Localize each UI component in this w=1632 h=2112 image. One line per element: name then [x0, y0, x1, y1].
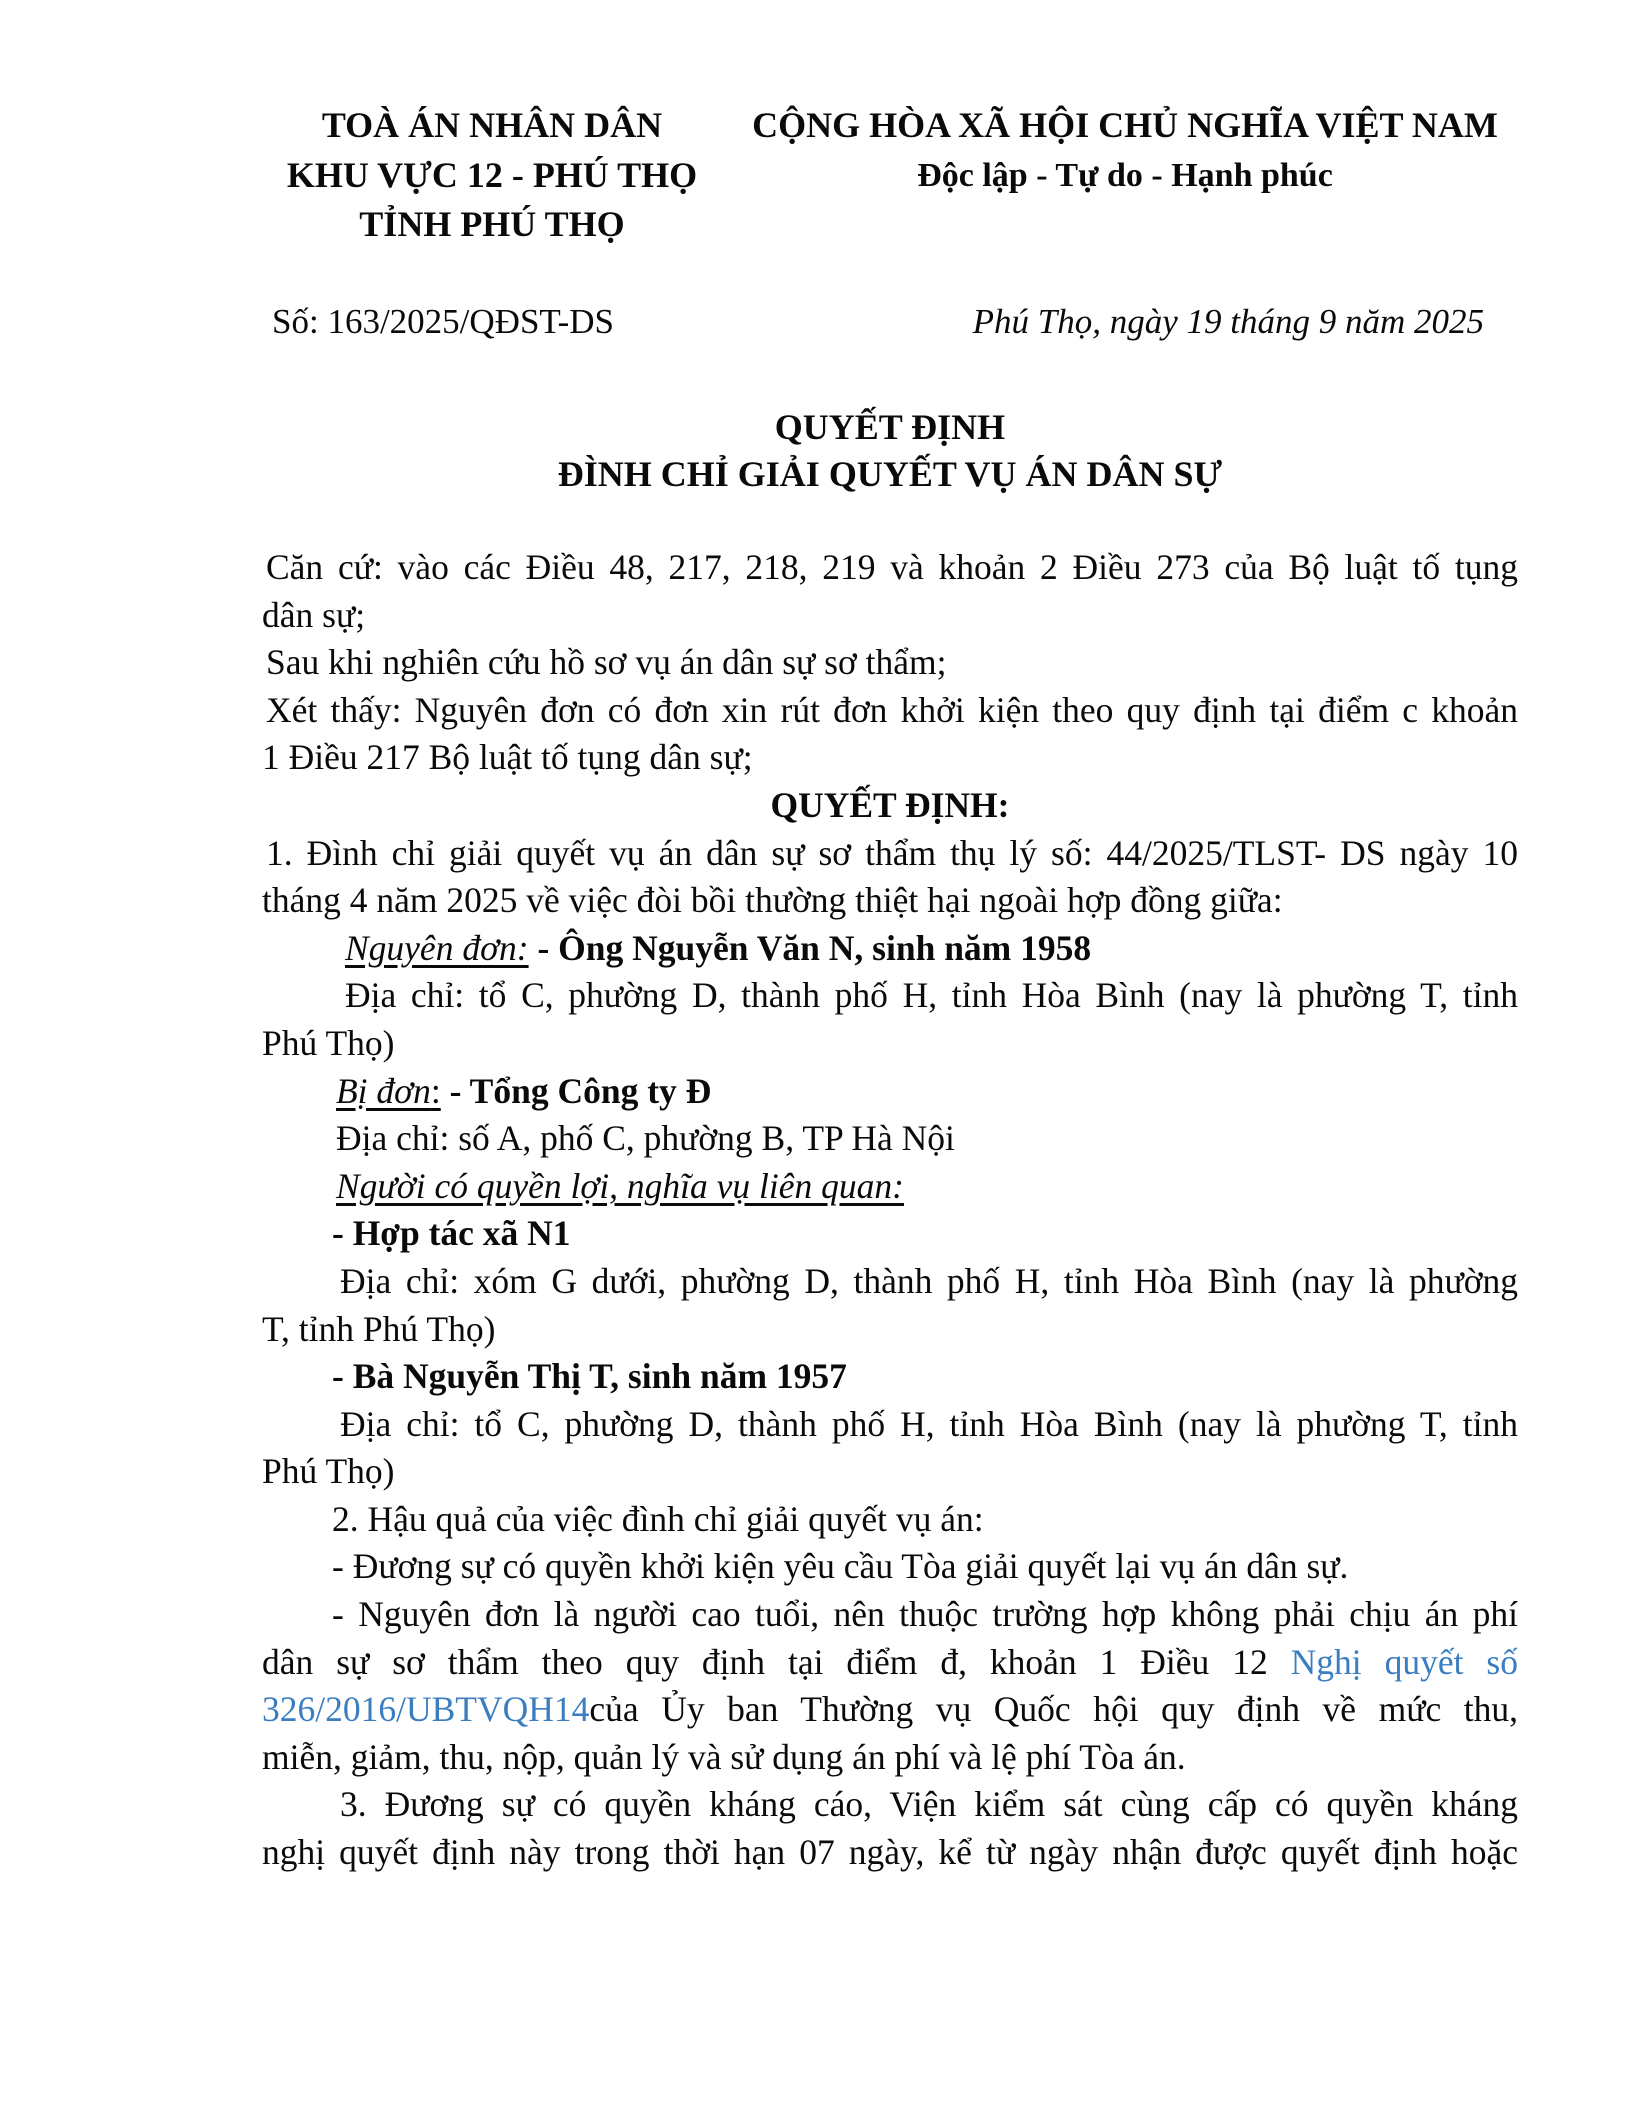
title-line-1: QUYẾT ĐỊNH: [774, 407, 1006, 447]
item-3-line-1: 3. Đương sự có quyền kháng cáo, Viện kiểm sát cùng cấp có quyền kháng: [340, 1784, 1518, 1825]
national-motto: Độc lập - Tự do - Hạnh phúc: [917, 156, 1333, 194]
related-parties-heading: [262, 1163, 1518, 1211]
defendant-address-line: Địa chỉ: số A, phố C, phường B, TP Hà Nội: [336, 1118, 955, 1159]
related-party-1-address-line-1: Địa chỉ: xóm G dưới, phường D, thành phố H, tỉnh Hòa Bình (nay là phường: [340, 1260, 1518, 1301]
item-2-point-b-line-1: - Nguyên đơn là người cao tuổi, nên thuộc trường hợp không phải chịu án phí: [332, 1594, 1518, 1635]
place-and-date: Phú Thọ, ngày 19 tháng 9 năm 2025: [972, 302, 1484, 341]
item-2-point-b-line-2: [262, 1639, 1518, 1687]
item-2-heading: 2. Hậu quả của việc đình chỉ giải quyết vụ án:: [332, 1498, 984, 1539]
plaintiff-label: Nguyên đơn:: [345, 927, 529, 968]
court-name-line-1: TOÀ ÁN NHÂN DÂN: [321, 105, 663, 145]
court-name-line-3: TỈNH PHÚ THỌ: [359, 204, 625, 244]
item-2-point-b-line-3: [262, 1686, 1518, 1734]
considering-line-2: 1 Điều 217 Bộ luật tố tụng dân sự;: [262, 737, 753, 778]
related-party-2-address-line-2: Phú Thọ): [262, 1451, 395, 1492]
related-parties-label: Người có quyền lợi, nghĩa vụ liên quan:: [336, 1165, 904, 1206]
court-name-line-2: KHU VỰC 12 - PHÚ THỌ: [286, 154, 698, 195]
related-party-2-name: - Bà Nguyễn Thị T, sinh năm 1957: [332, 1356, 847, 1397]
defendant-line: [262, 1068, 1518, 1116]
item-2-point-b-text-3: của Ủy ban Thường vụ Quốc hội quy định về mức thu,: [589, 1689, 1518, 1730]
decision-heading: QUYẾT ĐỊNH:: [770, 784, 1010, 825]
document-number: Số: 163/2025/QĐST-DS: [272, 302, 614, 341]
national-heading-block: [720, 101, 1530, 200]
item-1-line-1: 1. Đình chỉ giải quyết vụ án dân sự sơ thẩm thụ lý số: 44/2025/TLST- DS ngày 10: [266, 832, 1518, 873]
plaintiff-address-line-1: Địa chỉ: tổ C, phường D, thành phố H, tỉnh Hòa Bình (nay là phường T, tỉnh: [345, 975, 1518, 1016]
item-1-line-2: tháng 4 năm 2025 về việc đòi bồi thường thiệt hại ngoài hợp đồng giữa:: [262, 880, 1283, 921]
defendant-label-colon: :: [430, 1070, 441, 1111]
after-study-line: Sau khi nghiên cứu hồ sơ vụ án dân sự sơ thẩm;: [266, 642, 947, 683]
plaintiff-line: [262, 925, 1518, 973]
resolution-link-part-2[interactable]: 326/2016/UBTVQH14: [262, 1689, 590, 1730]
related-party-1-address-line-2: T, tỉnh Phú Thọ): [262, 1308, 496, 1349]
document-title: [262, 404, 1518, 498]
court-name-block: [262, 101, 722, 250]
considering-line-1: Xét thấy: Nguyên đơn có đơn xin rút đơn khởi kiện theo quy định tại điểm c khoản: [266, 689, 1518, 730]
plaintiff-address-line-2: Phú Thọ): [262, 1022, 395, 1063]
related-party-2-address-line-1: Địa chỉ: tổ C, phường D, thành phố H, tỉnh Hòa Bình (nay là phường T, tỉnh: [340, 1403, 1518, 1444]
defendant-name: - Tổng Công ty Đ: [440, 1070, 712, 1111]
title-line-2: ĐÌNH CHỈ GIẢI QUYẾT VỤ ÁN DÂN SỰ: [557, 454, 1223, 494]
basis-line-2: dân sự;: [262, 594, 366, 635]
basis-line-1: Căn cứ: vào các Điều 48, 217, 218, 219 và khoản 2 Điều 273 của Bộ luật tố tụng: [266, 547, 1518, 587]
related-party-1-name: - Hợp tác xã N1: [332, 1213, 571, 1254]
item-2-point-b-text-2: dân sự sơ thẩm theo quy định tại điểm đ, khoản 1 Điều 12: [262, 1641, 1291, 1682]
document-body: [262, 544, 1518, 1877]
item-3-line-2: nghị quyết định này trong thời hạn 07 ngày, kể từ ngày nhận được quyết định hoặc: [262, 1832, 1518, 1873]
item-2-point-b-line-4: miễn, giảm, thu, nộp, quản lý và sử dụng án phí và lệ phí Tòa án.: [262, 1736, 1186, 1777]
plaintiff-name: - Ông Nguyễn Văn N, sinh năm 1958: [528, 927, 1092, 968]
defendant-label: Bị đơn: [336, 1070, 431, 1111]
item-2-point-a: - Đương sự có quyền khởi kiện yêu cầu Tòa giải quyết lại vụ án dân sự.: [332, 1546, 1349, 1587]
resolution-link-part-1[interactable]: Nghị quyết số: [1290, 1641, 1518, 1682]
national-title: CỘNG HÒA XÃ HỘI CHỦ NGHĨA VIỆT NAM: [752, 105, 1498, 145]
